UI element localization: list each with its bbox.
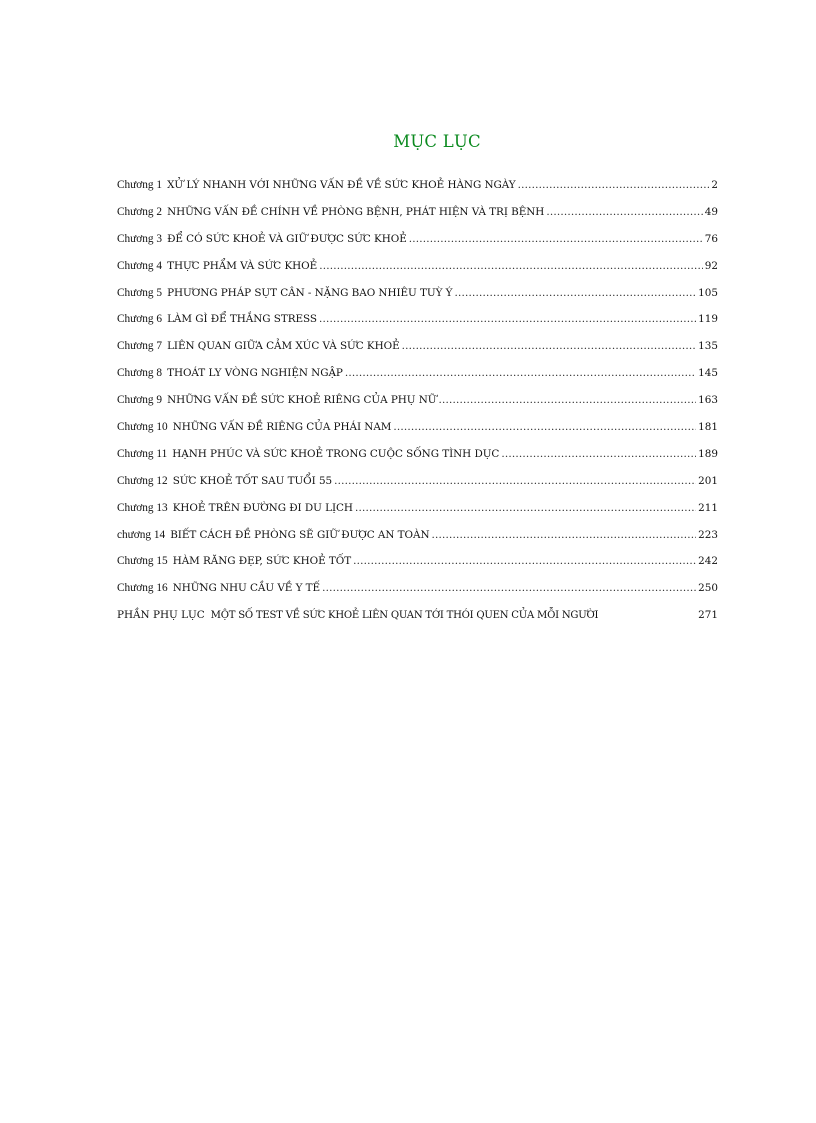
dot-leader — [402, 333, 697, 360]
dot-leader — [393, 414, 696, 441]
toc-entry-page: 76 — [704, 232, 718, 245]
toc-entry-title: THỰC PHẨM VÀ SỨC KHOẺ — [167, 259, 318, 272]
toc-entry-title: NHỮNG VẤN ĐỀ RIÊNG CỦA PHÁI NAM — [172, 421, 392, 434]
toc-entry-title: NHỮNG VẤN ĐỀ CHÍNH VỀ PHÒNG BỆNH, PHÁT HIỆN VÀ TRỊ BỆNH — [167, 205, 545, 218]
toc-entry-page: 49 — [704, 205, 718, 218]
dot-leader — [439, 387, 697, 414]
toc-entry-title: NHỮNG VẤN ĐỀ SỨC KHOẺ RIÊNG CỦA PHỤ NỮ — [167, 394, 437, 407]
toc-entry-page: 119 — [698, 313, 718, 326]
toc-entry-page: 181 — [698, 421, 718, 434]
toc-entry-page: 242 — [698, 555, 718, 568]
dot-leader — [546, 199, 702, 226]
toc-entry-page: 201 — [698, 474, 718, 487]
toc-entry-chapter-10[interactable] — [117, 414, 718, 441]
toc-entry-prefix: Chương 15 — [117, 555, 168, 568]
toc-entry-page: 223 — [698, 528, 718, 541]
toc-entry-chapter-11[interactable] — [117, 441, 718, 468]
toc-entry-chapter-12[interactable] — [117, 468, 718, 495]
toc-entry-chapter-8[interactable] — [117, 360, 718, 387]
toc-entry-title: BIẾT CÁCH ĐỀ PHÒNG SẼ GIỮ ĐƯỢC AN TOÀN — [170, 528, 430, 541]
dot-leader — [518, 172, 710, 199]
toc-entry-prefix: Chương 3 — [117, 232, 163, 245]
toc-entry-appendix[interactable] — [117, 602, 718, 629]
dot-leader — [432, 522, 697, 549]
toc-entry-prefix: Chương 13 — [117, 501, 168, 514]
dot-leader — [501, 441, 696, 468]
toc-entry-prefix: Chương 5 — [117, 286, 163, 299]
toc-entry-chapter-14[interactable] — [117, 522, 718, 549]
toc-entry-title: SỨC KHOẺ TỐT SAU TUỔI 55 — [172, 474, 333, 487]
toc-entry-page: 250 — [698, 582, 718, 595]
toc-entry-chapter-16[interactable] — [117, 575, 718, 602]
toc-entry-page: 2 — [711, 179, 718, 191]
toc-entry-prefix: chương 14 — [117, 528, 166, 541]
dot-leader — [345, 360, 696, 387]
toc-entry-page: 163 — [698, 394, 718, 407]
toc-entry-chapter-7[interactable] — [117, 333, 718, 360]
toc-entry-chapter-1[interactable] — [117, 172, 718, 199]
toc-entry-page: 211 — [698, 501, 718, 514]
toc-entry-title: XỬ LÝ NHANH VỚI NHỮNG VẤN ĐỀ VỀ SỨC KHOẺ HÀNG NGÀY — [167, 179, 516, 191]
toc-entry-chapter-2[interactable] — [117, 199, 718, 226]
toc-entry-title: THOÁT LY VÒNG NGHIỆN NGẬP — [167, 367, 343, 380]
dot-leader — [454, 280, 696, 307]
toc-entry-page: 92 — [704, 259, 718, 272]
toc-entry-prefix: Chương 9 — [117, 394, 163, 407]
toc-entry-title: NHỮNG NHU CẦU VỀ Y TẾ — [172, 582, 321, 595]
dot-leader — [334, 468, 696, 495]
toc-entry-prefix: Chương 2 — [117, 205, 163, 218]
toc-entry-chapter-3[interactable] — [117, 226, 718, 253]
toc-entry-title: MỘT SỐ TEST VỀ SỨC KHOẺ LIÊN QUAN TỚI THÓI QUEN CỦA MỖI NGƯỜI — [210, 610, 599, 622]
toc-entry-prefix: Chương 11 — [117, 447, 168, 460]
toc-entry-title: HÀM RĂNG ĐẸP, SỨC KHOẺ TỐT — [172, 555, 352, 568]
toc-entry-prefix: Chương 10 — [117, 421, 168, 434]
toc-entry-prefix: Chương 8 — [117, 367, 163, 380]
toc-entry-chapter-13[interactable] — [117, 495, 718, 522]
toc-heading: MỤC LỤC — [393, 132, 481, 151]
toc-entry-page: 135 — [698, 340, 718, 353]
toc-entry-title: LÀM GÌ ĐỂ THẮNG STRESS — [167, 313, 317, 326]
dot-leader — [322, 575, 696, 602]
toc-entry-title: LIÊN QUAN GIỮA CẢM XÚC VÀ SỨC KHOẺ — [167, 340, 400, 353]
toc-entry-prefix: PHẦN PHỤ LỤC — [117, 609, 205, 622]
toc-list — [117, 172, 718, 629]
toc-entry-chapter-6[interactable] — [117, 306, 718, 333]
toc-entry-title: KHOẺ TRÊN ĐƯỜNG ĐI DU LỊCH — [172, 501, 353, 514]
toc-entry-prefix: Chương 12 — [117, 474, 168, 487]
dot-leader — [409, 226, 703, 253]
toc-entry-prefix: Chương 4 — [117, 259, 163, 272]
toc-entry-title: HẠNH PHÚC VÀ SỨC KHOẺ TRONG CUỘC SỐNG TÌNH DỤC — [172, 447, 500, 460]
toc-entry-chapter-15[interactable] — [117, 548, 718, 575]
toc-entry-prefix: Chương 7 — [117, 340, 163, 353]
toc-entry-chapter-5[interactable] — [117, 280, 718, 307]
toc-entry-page: 105 — [698, 286, 718, 299]
toc-entry-page: 145 — [698, 367, 718, 380]
toc-entry-prefix: Chương 6 — [117, 313, 163, 326]
toc-entry-page: 271 — [698, 609, 718, 622]
toc-entry-prefix: Chương 1 — [117, 179, 163, 191]
toc-entry-chapter-9[interactable] — [117, 387, 718, 414]
toc-entry-page: 189 — [698, 447, 718, 460]
dot-leader — [319, 253, 703, 280]
dot-leader — [355, 495, 696, 522]
toc-entry-title: ĐỂ CÓ SỨC KHOẺ VÀ GIỮ ĐƯỢC SỨC KHOẺ — [167, 232, 407, 245]
dot-leader — [319, 306, 696, 333]
toc-entry-title: PHƯƠNG PHÁP SỤT CÂN - NẶNG BAO NHIÊU TUỲ Ý — [167, 286, 453, 299]
toc-entry-chapter-4[interactable] — [117, 253, 718, 280]
dot-leader — [353, 548, 696, 575]
toc-entry-prefix: Chương 16 — [117, 582, 168, 595]
